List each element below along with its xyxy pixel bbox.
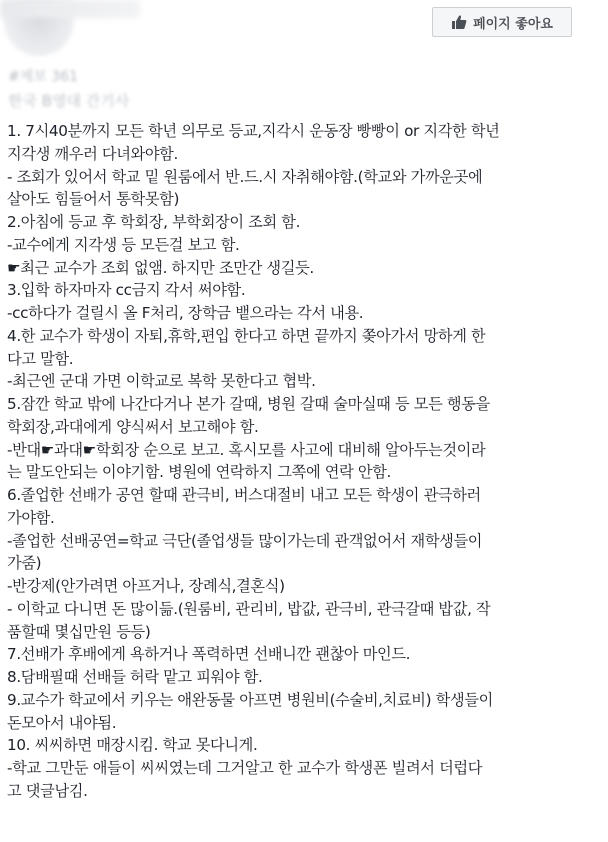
post-line: 7.선배가 후배에게 욕하거나 폭력하면 선배니깐 괜찮아 마인드. — [7, 645, 411, 664]
post-line: - 이학교 다니면 돈 많이듦.(원룸비, 관리비, 밥값, 관극비, 관극갈때 밥값, 작 — [7, 599, 491, 618]
blurred-page-name — [0, 0, 140, 18]
post-line: ☛최근 교수가 조회 없앰. 하지만 조만간 생길듯. — [7, 258, 314, 277]
post-line: -cc하다가 걸릴시 올 F처리, 장학금 뱉으라는 각서 내용. — [7, 304, 364, 322]
post-line: -반강제(안가려면 아프거나, 장례식,결혼식) — [7, 577, 285, 595]
post-line: 학회장,과대에게 양식써서 보고해야 함. — [7, 417, 259, 436]
post-line: 9.교수가 학교에서 키우는 애완동물 아프면 병원비(수술비,치료비) 학생들이 — [7, 690, 493, 709]
page-like-button[interactable] — [432, 7, 572, 37]
blurred-post-subtitle: 한국 B영대 간기사 — [8, 92, 130, 110]
post-line: 고 댓글남김. — [7, 781, 88, 800]
post-line: 4.한 교수가 학생이 자퇴,휴학,편입 한다고 하면 끝까지 쫒아가서 망하게 한 — [7, 326, 486, 345]
post-line: 1. 7시40분까지 모든 학년 의무로 등교,지각시 운동장 빵빵이 or 지각한 학년 — [7, 122, 500, 140]
like-button-label: 페이지 좋아요 — [473, 16, 553, 32]
post-line: 가줌) — [7, 554, 42, 573]
post-line: 6.졸업한 선배가 공연 할때 관극비, 버스대절비 내고 모든 학생이 관극하러 — [7, 486, 481, 504]
post-line: -최근엔 군대 가면 이학교로 복학 못한다고 협박. — [7, 372, 316, 391]
post-line: 2.아침에 등교 후 학회장, 부학회장이 조회 함. — [7, 213, 301, 231]
thumbs-up-icon — [451, 14, 467, 30]
post-line: 5.잠깐 학교 밖에 나간다거나 본가 갈때, 병원 갈때 술마실때 등 모든 행동을 — [7, 395, 490, 413]
post-line: 8.담배필때 선배들 허락 맡고 피워야 함. — [7, 668, 263, 686]
post-body — [7, 120, 603, 803]
post-line: 3.입학 하자마자 cc금지 각서 써야함. — [7, 281, 246, 300]
post-line: -교수에게 지각생 등 모든걸 보고 함. — [7, 235, 240, 254]
post-line: 살아도 힘들어서 통학못함) — [7, 190, 180, 209]
post-line: -학교 그만둔 애들이 씨씨였는데 그거알고 한 교수가 학생폰 빌려서 더럽다 — [7, 759, 483, 777]
page-header — [0, 0, 608, 120]
post-line: 품할때 몇십만원 등등) — [7, 622, 151, 641]
post-line: 는 말도안되는 이야기함. 병원에 연락하지 그쪽에 연락 안함. — [7, 463, 392, 482]
post-line: 다고 말함. — [7, 349, 74, 368]
post-line: 돈모아서 내야됨. — [7, 713, 117, 732]
post-line: 10. 씨씨하면 매장시킴. 학교 못다니게. — [7, 736, 258, 755]
blurred-post-tag: #제보 361 — [8, 69, 78, 85]
post-line: 지각생 깨우러 다녀와야함. — [7, 144, 178, 163]
post-line: -반대☛과대☛학회장 순으로 보고. 혹시모를 사고에 대비해 알아두는것이라 — [7, 440, 486, 459]
post-line: - 조회가 있어서 학교 밑 원룸에서 반.드.시 자취해야함.(학교와 가까운곳에 — [7, 167, 483, 186]
post-line: 가야함. — [7, 508, 55, 527]
post-line: -졸업한 선배공연=학교 극단(졸업생들 많이가는데 관객없어서 재학생들이 — [7, 531, 483, 550]
